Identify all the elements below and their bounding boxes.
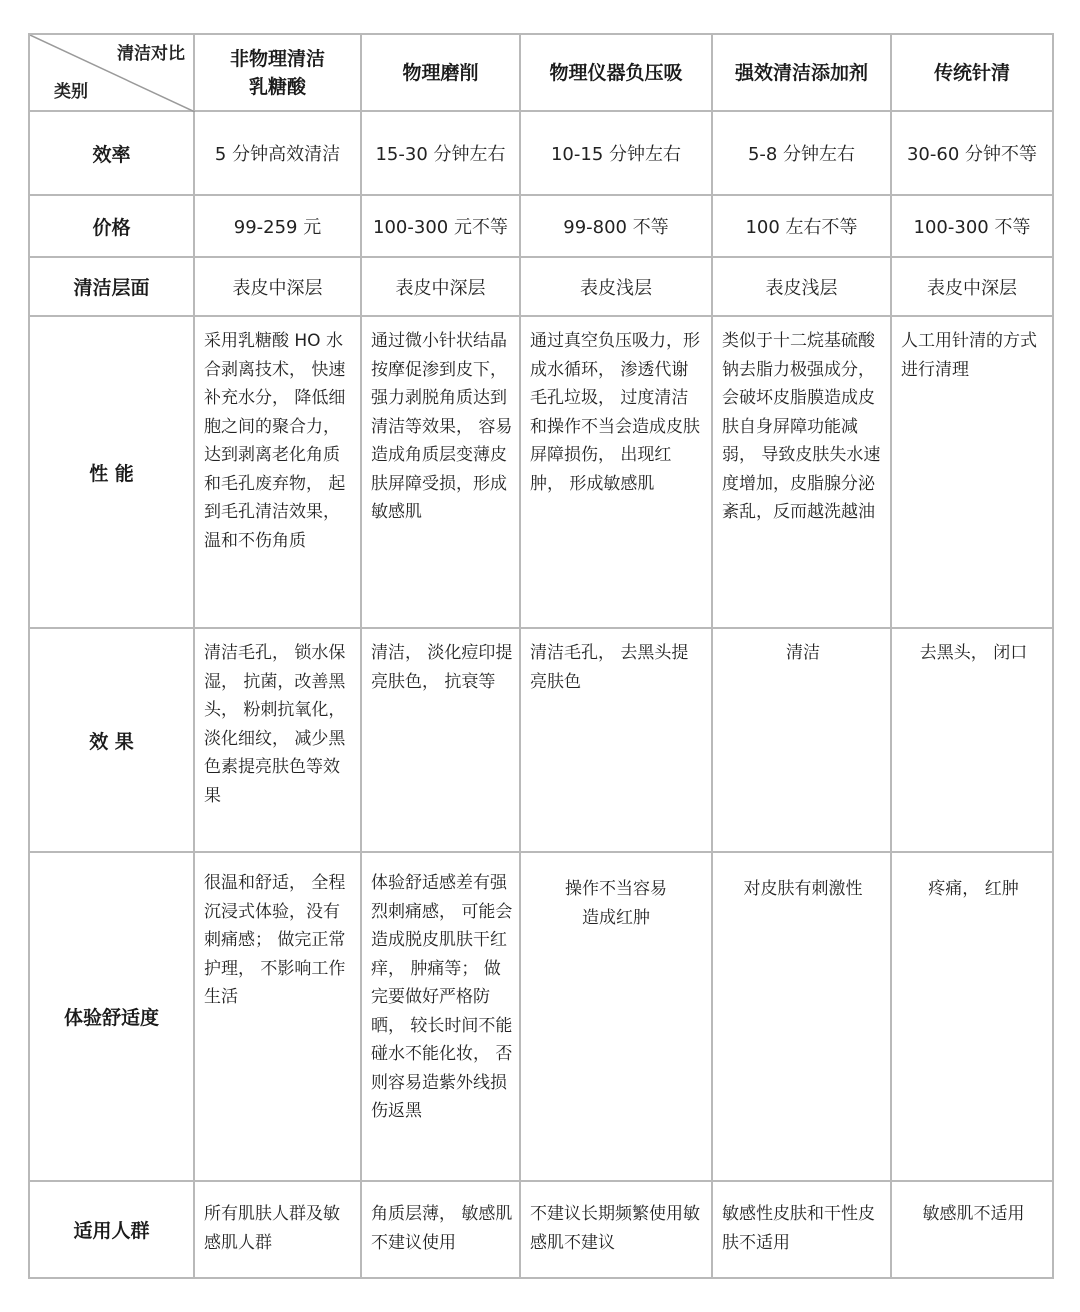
- row-comfort: [29, 852, 1053, 1181]
- table-cell: 类似于十二烷基硫酸钠去脂力极强成分， 会破坏皮脂膜造成皮肤自身屏障功能减弱， 导致皮肤失水速度增加，皮脂腺分泌紊乱，反而越洗越油: [712, 316, 891, 628]
- table-cell: 表皮中深层: [891, 257, 1053, 316]
- table-cell: 疼痛， 红肿: [891, 852, 1053, 1181]
- column-header-line: 物理磨削: [402, 61, 479, 84]
- table-cell: 清洁: [712, 628, 891, 852]
- row-price: [29, 195, 1053, 257]
- column-header-additive: [712, 34, 891, 111]
- row-label: 价格: [29, 195, 194, 257]
- table-cell: 采用乳糖酸 HO 水合剥离技术， 快速补充水分， 降低细胞之间的聚合力， 达到剥离老化角质和毛孔废弃物， 起到毛孔清洁效果， 温和不伤角质: [194, 316, 361, 628]
- column-header-line: 强效清洁添加剂: [734, 61, 868, 84]
- table-cell: 对皮肤有刺激性: [712, 852, 891, 1181]
- column-header-line: 乳糖酸: [248, 75, 306, 98]
- table-cell: 敏感肌不适用: [891, 1181, 1053, 1278]
- column-header-line: 物理仪器负压吸: [549, 61, 683, 84]
- row-label: 清洁层面: [29, 257, 194, 316]
- table-cell: 5-8 分钟左右: [712, 111, 891, 195]
- row-label: 效率: [29, 111, 194, 195]
- row-effect: [29, 628, 1053, 852]
- row-clean-depth: [29, 257, 1053, 316]
- row-efficiency: [29, 111, 1053, 195]
- table-cell: 人工用针清的方式进行清理: [891, 316, 1053, 628]
- table-cell: 5 分钟高效清洁: [194, 111, 361, 195]
- corner-label-compare: 清洁对比: [117, 44, 185, 64]
- row-label: 体验舒适度: [29, 852, 194, 1181]
- row-label: 适用人群: [29, 1181, 194, 1278]
- row-audience: [29, 1181, 1053, 1278]
- header-row: [29, 34, 1053, 111]
- table-cell: 角质层薄， 敏感肌不建议使用: [361, 1181, 520, 1278]
- column-header-needle: [891, 34, 1053, 111]
- column-header-vacuum: [520, 34, 712, 111]
- table-cell: 清洁毛孔， 去黑头提亮肤色: [520, 628, 712, 852]
- table-cell: 10-15 分钟左右: [520, 111, 712, 195]
- column-header-line: 传统针清: [933, 61, 1010, 84]
- table-cell: 100-300 不等: [891, 195, 1053, 257]
- table-cell: 30-60 分钟不等: [891, 111, 1053, 195]
- column-header-line: 非物理清洁: [229, 47, 325, 70]
- table-cell: 99-800 不等: [520, 195, 712, 257]
- table-cell: 表皮浅层: [712, 257, 891, 316]
- table-cell: 清洁毛孔， 锁水保湿， 抗菌，改善黑头， 粉刺抗氧化， 淡化细纹， 减少黑色素提亮肤色等效果: [194, 628, 361, 852]
- table-cell: 15-30 分钟左右: [361, 111, 520, 195]
- table-cell: 去黑头， 闭口: [891, 628, 1053, 852]
- corner-cell: [29, 34, 194, 111]
- table-cell: 不建议长期频繁使用敏感肌不建议: [520, 1181, 712, 1278]
- row-label: 性 能: [29, 316, 194, 628]
- column-header-lactobionic: [194, 34, 361, 111]
- table-cell: 所有肌肤人群及敏感肌人群: [194, 1181, 361, 1278]
- table-cell: 很温和舒适， 全程沉浸式体验，没有刺痛感； 做完正常护理， 不影响工作生活: [194, 852, 361, 1181]
- table-cell: 表皮中深层: [194, 257, 361, 316]
- table-cell: 表皮浅层: [520, 257, 712, 316]
- column-header-abrasion: [361, 34, 520, 111]
- corner-label-category: 类别: [54, 82, 88, 102]
- row-performance: [29, 316, 1053, 628]
- table-cell: 99-259 元: [194, 195, 361, 257]
- table-cell: 清洁， 淡化痘印提亮肤色， 抗衰等: [361, 628, 520, 852]
- table-cell: 表皮中深层: [361, 257, 520, 316]
- table-cell: 体验舒适感差有强烈刺痛感， 可能会造成脱皮肌肤干红痒， 肿痛等； 做完要做好严格防晒， 较长时间不能碰水不能化妆， 否则容易造紫外线损伤返黑: [361, 852, 520, 1181]
- table-cell: 通过微小针状结晶按摩促渗到皮下，强力剥脱角质达到清洁等效果， 容易造成角质层变薄皮肤屏障受损，形成敏感肌: [361, 316, 520, 628]
- table-cell: 100 左右不等: [712, 195, 891, 257]
- table-cell: 操作不当容易造成红肿: [520, 852, 712, 1181]
- table-cell: 敏感性皮肤和干性皮肤不适用: [712, 1181, 891, 1278]
- comparison-table: [28, 33, 1054, 1279]
- row-label: 效 果: [29, 628, 194, 852]
- table-cell: 100-300 元不等: [361, 195, 520, 257]
- table-cell: 通过真空负压吸力，形成水循环， 渗透代谢毛孔垃圾， 过度清洁和操作不当会造成皮肤屏障损伤， 出现红肿， 形成敏感肌: [520, 316, 712, 628]
